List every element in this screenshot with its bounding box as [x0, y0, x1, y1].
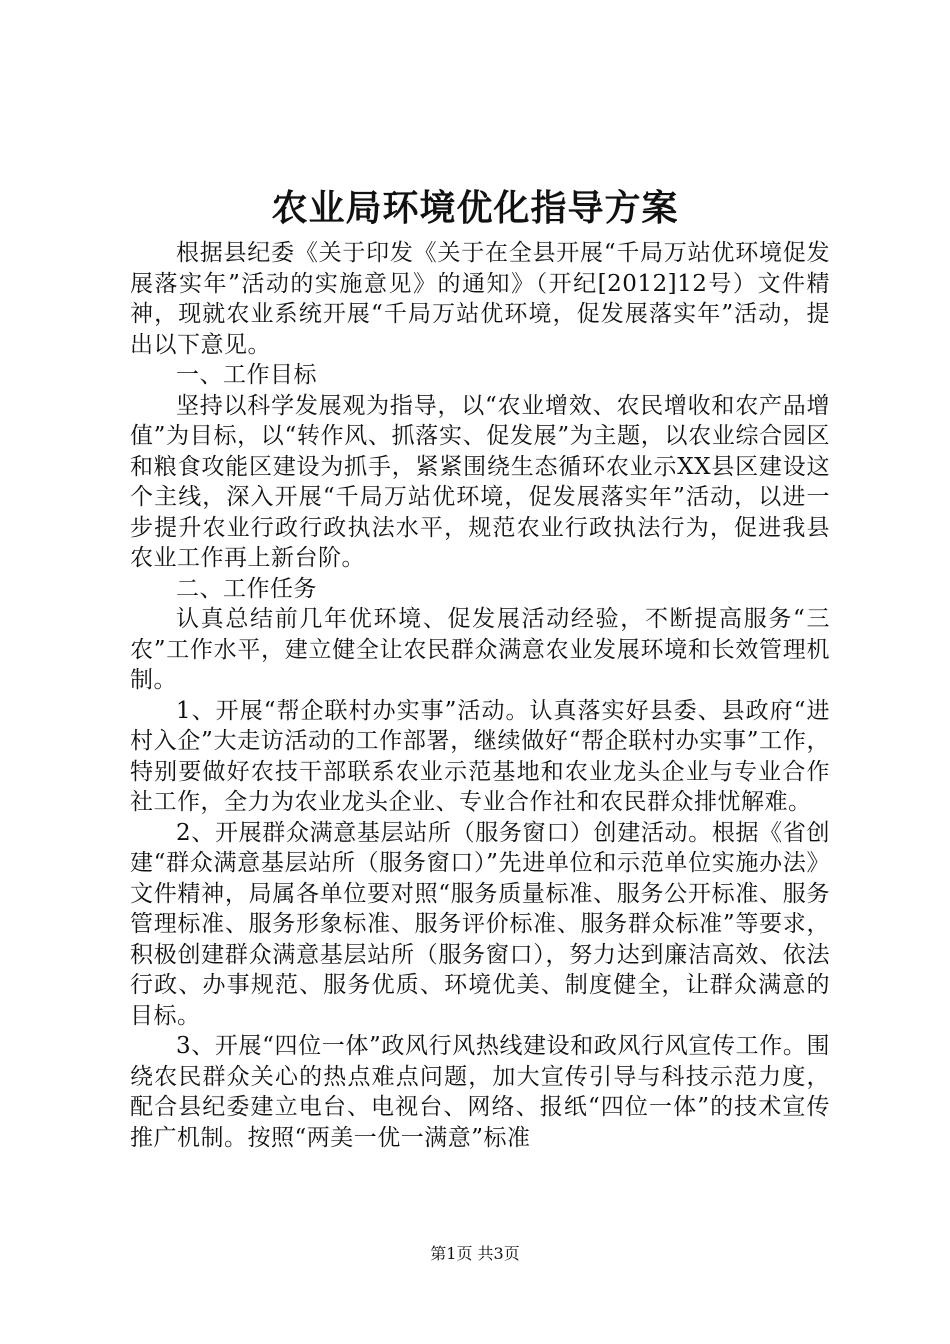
section-heading-goals: 一、工作目标 — [176, 362, 317, 388]
section-heading-tasks: 二、工作任务 — [176, 575, 317, 602]
paragraph-task-2: 2、开展群众满意基层站所（服务窗口）创建活动。根据《省创建“群众满意基层站所（服务窗口）”先进单位和示范单位实施办法》文件精神，局属各单位要对照“服务质量标准、服务公开标准、服务管理标准、服务形象标准、服务评价标准、服务群众标准”等要求，积极创建群众满意基层站所（服务窗口），努力达到廉洁高效、依法行政、办事规范、服务优质、环境优美、制度健全，让群众满意的目标。 — [130, 819, 830, 1029]
paragraph-goals: 坚持以科学发展观为指导，以“农业增效、农民增收和农产品增值”为目标，以“转作风、抓落实、促发展”为主题，以农业综合园区和粮食攻能区建设为抓手，紧紧围绕生态循环农业示XX县区建设这个主线，深入开展“千局万站优环境，促发展落实年”活动，以进一步提升农业行政行政执法水平，规范农业行政执法行为，促进我县农业工作再上新台阶。 — [130, 392, 830, 571]
page-number-footer: 第1页 共3页 — [430, 1244, 520, 1263]
paragraph-task-3: 3、开展“四位一体”政风行风热线建设和政风行风宣传工作。围绕农民群众关心的热点难点问题，加大宣传引导与科技示范力度，配合县纪委建立电台、电视台、网络、报纸“四位一体”的技术宣传推广机制。按照“两美一优一满意”标准 — [130, 1033, 830, 1151]
paragraph-tasks-summary: 认真总结前几年优环境、促发展活动经验，不断提高服务“三农”工作水平，建立健全让农民群众满意农业发展环境和长效管理机制。 — [130, 606, 830, 693]
document-title: 农业局环境优化指导方案 — [271, 187, 679, 229]
document-body — [130, 238, 830, 1153]
paragraph-task-1: 1、开展“帮企联村办实事”活动。认真落实好县委、县政府“进村入企”大走访活动的工作部署，继续做好“帮企联村办实事”工作，特别要做好农技干部联系农业示范基地和农业龙头企业与专业合作社工作，全力为农业龙头企业、专业合作社和农民群众排忧解难。 — [130, 697, 830, 815]
paragraph-intro: 根据县纪委《关于印发《关于在全县开展“千局万站优环境促发展落实年”活动的实施意见》的通知》（开纪[2012]12号）文件精神，现就农业系统开展“千局万站优环境，促发展落实年”活动，提出以下意见。 — [130, 240, 830, 358]
